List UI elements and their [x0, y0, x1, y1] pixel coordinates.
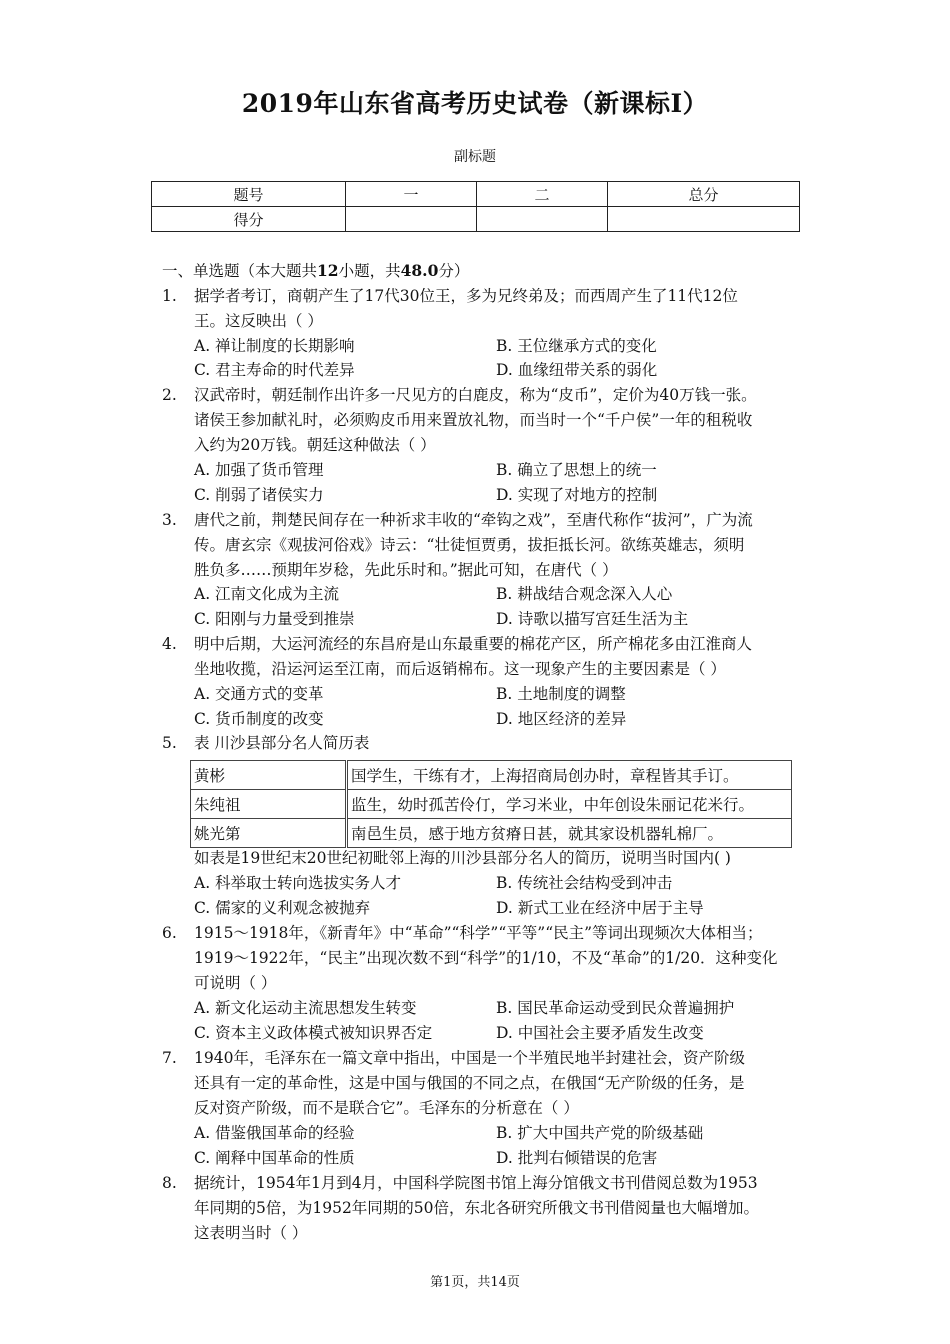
option-d[interactable]: D. 中国社会主要矛盾发生改变: [496, 1024, 704, 1042]
option-c[interactable]: C. 阐释中国革命的性质: [194, 1149, 355, 1167]
question-text: 传。唐玄宗《观拔河俗戏》诗云：“壮徒恒贾勇，拔拒抵长河。欲练英雄志，须明: [194, 536, 745, 554]
option-b[interactable]: B. 王位继承方式的变化: [496, 337, 657, 355]
option-c[interactable]: C. 资本主义政体模式被知识界否定: [194, 1024, 433, 1042]
question-text: 表 川沙县部分名人简历表: [194, 734, 370, 752]
question-text: 胜负多……预期年岁稔，先此乐时和。”据此可知，在唐代（ ）: [194, 561, 618, 579]
table-row: [191, 761, 792, 790]
question-text: 坐地收揽，沿运河运至江南，而后返销棉布。这一现象产生的主要因素是（ ）: [194, 660, 726, 678]
option-d[interactable]: D. 血缘纽带关系的弱化: [496, 361, 658, 379]
option-a[interactable]: A. 新文化运动主流思想发生转变: [194, 999, 417, 1017]
score-table-header-cell: 二: [477, 182, 608, 207]
question-text: 汉武帝时，朝廷制作出许多一尺见方的白鹿皮，称为“皮币”，定价为40万钱一张。: [194, 386, 757, 404]
question-number: 3.: [162, 511, 177, 529]
table-row: [191, 790, 792, 819]
question-text: 诸侯王参加献礼时，必须购皮币用来置放礼物，而当时一个“千户侯”一年的租税收: [194, 411, 753, 429]
option-b[interactable]: B. 国民革命运动受到民众普遍拥护: [496, 999, 735, 1017]
option-c[interactable]: C. 君主寿命的时代差异: [194, 361, 355, 379]
person-name: 朱纯祖: [191, 790, 347, 819]
question-text: 唐代之前，荆楚民间存在一种祈求丰收的“牵钩之戏”，至唐代称作“拔河”，广为流: [194, 511, 753, 529]
person-name: 姚光第: [191, 819, 347, 848]
page-title: 2019年山东省高考历史试卷（新课标Ⅰ）: [241, 89, 709, 118]
person-bio: 南邑生员，感于地方贫瘠日甚，就其家设机器轧棉厂。: [347, 819, 792, 848]
question-text: 据统计，1954年1月到4月，中国科学院图书馆上海分馆俄文书刊借阅总数为1953: [194, 1174, 758, 1192]
option-d[interactable]: D. 批判右倾错误的危害: [496, 1149, 658, 1167]
notable-people-table: [190, 760, 792, 848]
person-bio: 监生，幼时孤苦伶仃，学习米业，中年创设朱丽记花米行。: [347, 790, 792, 819]
question-number: 5.: [162, 734, 177, 752]
question-text: 据学者考订，商朝产生了17代30位王，多为兄终弟及；而西周产生了11代12位: [194, 287, 738, 305]
option-b[interactable]: B. 耕战结合观念深入人心: [496, 585, 673, 603]
question-text: 反对资产阶级，而不是联合它”。毛泽东的分析意在（ ）: [194, 1099, 579, 1117]
question-text: 可说明（ ）: [194, 974, 277, 992]
option-a[interactable]: A. 交通方式的变革: [194, 685, 324, 703]
question-text: 1940年，毛泽东在一篇文章中指出，中国是一个半殖民地半封建社会，资产阶级: [194, 1049, 745, 1067]
option-d[interactable]: D. 实现了对地方的控制: [496, 486, 658, 504]
option-b[interactable]: B. 确立了思想上的统一: [496, 461, 657, 479]
person-bio: 国学生，干练有才，上海招商局创办时，章程皆其手订。: [347, 761, 792, 790]
question-number: 2.: [162, 386, 177, 404]
section-prefix: 一、单选题（本大题共: [162, 262, 318, 280]
section-points: 48.0: [400, 261, 439, 280]
option-d[interactable]: D. 地区经济的差异: [496, 710, 627, 728]
question-text: 1915～1918年，《新青年》中“革命”“科学”“平等”“民主”等词出现频次大体相当；: [194, 924, 763, 942]
option-c[interactable]: C. 儒家的义利观念被抛弃: [194, 899, 371, 917]
option-d[interactable]: D. 诗歌以描写宫廷生活为主: [496, 610, 689, 628]
question-number: 6.: [162, 924, 177, 942]
question-text: 1919～1922年，“民主”出现次数不到“科学”的1/10，不及“革命”的1/20．这种变化: [194, 949, 778, 967]
option-d[interactable]: D. 新式工业在经济中居于主导: [496, 899, 704, 917]
question-number: 4.: [162, 635, 177, 653]
section-count: 12: [317, 261, 339, 280]
question-number: 8.: [162, 1174, 177, 1192]
option-a[interactable]: A. 科举取士转向选拔实务人才: [194, 874, 402, 892]
question-text: 入约为20万钱。朝廷这种做法（ ）: [194, 436, 436, 454]
option-b[interactable]: B. 土地制度的调整: [496, 685, 626, 703]
option-a[interactable]: A. 江南文化成为主流: [194, 585, 340, 603]
question-text: 王。这反映出（ ）: [194, 312, 323, 330]
question-text: 这表明当时（ ）: [194, 1224, 308, 1242]
person-name: 黄彬: [191, 761, 347, 790]
page-subtitle: 副标题: [454, 149, 496, 165]
score-table-row-label: 得分: [152, 207, 346, 232]
option-c[interactable]: C. 阳刚与力量受到推崇: [194, 610, 355, 628]
option-b[interactable]: B. 扩大中国共产党的阶级基础: [496, 1124, 704, 1142]
option-a[interactable]: A. 禅让制度的长期影响: [194, 337, 355, 355]
score-table-header-cell: 一: [346, 182, 477, 207]
question-text: 年同期的5倍，为1952年同期的50倍，东北各研究所俄文书刊借阅量也大幅增加。: [194, 1199, 760, 1217]
question-text: 还具有一定的革命性，这是中国与俄国的不同之点，在俄国“无产阶级的任务，是: [194, 1074, 745, 1092]
question-text: 如表是19世纪末20世纪初毗邻上海的川沙县部分名人的简历，说明当时国内( ): [194, 849, 731, 867]
option-a[interactable]: A. 加强了货币管理: [194, 461, 324, 479]
table-row: [191, 819, 792, 848]
question-text: 明中后期，大运河流经的东昌府是山东最重要的棉花产区，所产棉花多由江淮商人: [194, 635, 753, 653]
option-a[interactable]: A. 借鉴俄国革命的经验: [194, 1124, 355, 1142]
question-number: 7.: [162, 1049, 177, 1067]
page-footer: 第1页，共14页: [430, 1275, 520, 1290]
section-heading: [162, 259, 469, 283]
option-c[interactable]: C. 削弱了诸侯实力: [194, 486, 324, 504]
option-b[interactable]: B. 传统社会结构受到冲击: [496, 874, 673, 892]
score-table-header-cell: 题号: [152, 182, 346, 207]
option-c[interactable]: C. 货币制度的改变: [194, 710, 324, 728]
question-number: 1.: [162, 287, 177, 305]
section-mid: 小题，共: [338, 262, 401, 280]
score-table-header-cell: 总分: [608, 182, 800, 207]
section-suffix: 分）: [438, 262, 470, 280]
